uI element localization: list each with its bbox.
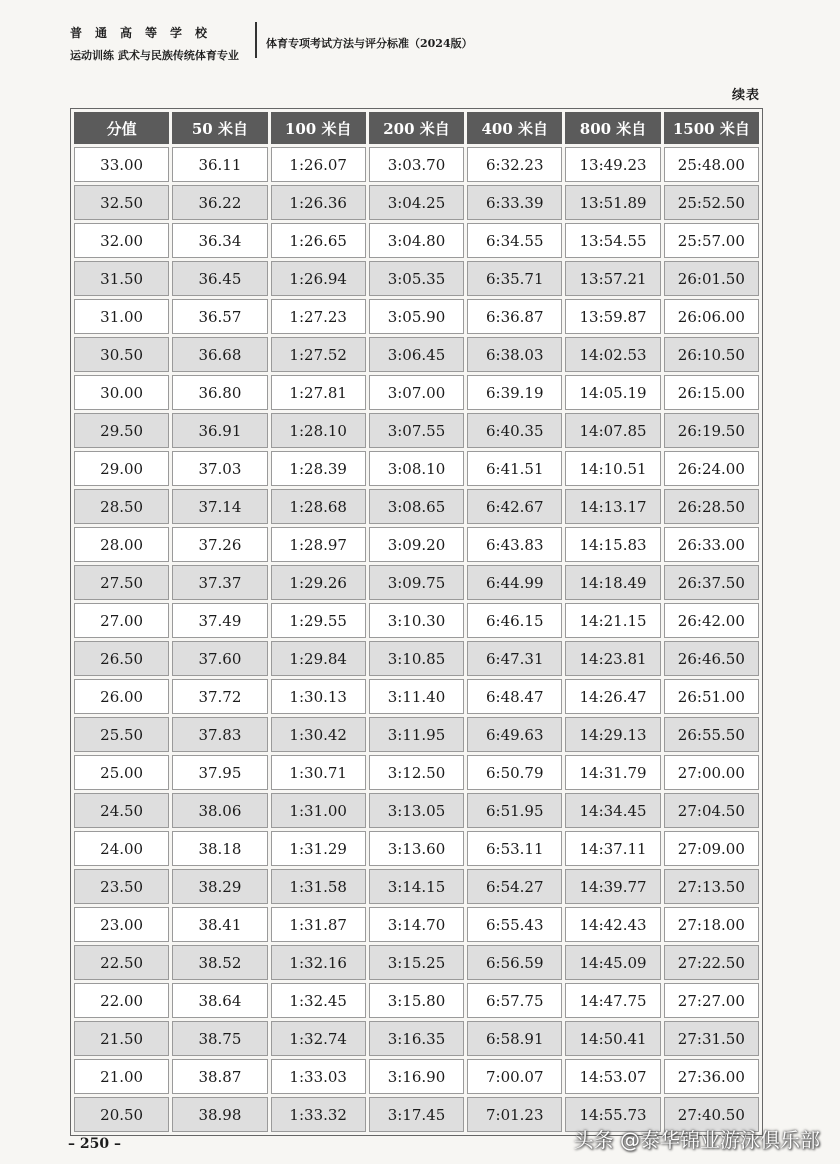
table-body — [74, 147, 759, 1132]
table-row — [74, 1021, 759, 1056]
time-cell: 26:46.50 — [664, 641, 759, 676]
time-cell: 1:33.32 — [271, 1097, 366, 1132]
table-row — [74, 261, 759, 296]
time-cell: 3:05.35 — [369, 261, 464, 296]
time-cell: 38.87 — [172, 1059, 267, 1094]
time-cell: 14:13.17 — [565, 489, 660, 524]
time-cell: 37.14 — [172, 489, 267, 524]
time-cell: 1:31.00 — [271, 793, 366, 828]
time-cell: 14:26.47 — [565, 679, 660, 714]
time-cell: 1:27.81 — [271, 375, 366, 410]
running-header-left — [70, 24, 250, 63]
time-cell: 25:52.50 — [664, 185, 759, 220]
time-cell: 26:37.50 — [664, 565, 759, 600]
time-cell: 13:57.21 — [565, 261, 660, 296]
table-header-row — [74, 112, 759, 144]
time-cell: 1:31.87 — [271, 907, 366, 942]
time-cell: 3:04.25 — [369, 185, 464, 220]
table-row — [74, 831, 759, 866]
time-cell: 26:33.00 — [664, 527, 759, 562]
time-cell: 3:17.45 — [369, 1097, 464, 1132]
header-school-title: 普通高等学校 — [70, 26, 221, 40]
time-cell: 27:13.50 — [664, 869, 759, 904]
time-cell: 1:27.23 — [271, 299, 366, 334]
time-cell: 6:36.87 — [467, 299, 562, 334]
time-cell: 1:32.16 — [271, 945, 366, 980]
score-cell: 30.50 — [74, 337, 169, 372]
score-cell: 20.50 — [74, 1097, 169, 1132]
time-cell: 27:27.00 — [664, 983, 759, 1018]
table-row — [74, 679, 759, 714]
time-cell: 38.18 — [172, 831, 267, 866]
table-row — [74, 717, 759, 752]
score-cell: 31.50 — [74, 261, 169, 296]
time-cell: 14:45.09 — [565, 945, 660, 980]
score-cell: 21.50 — [74, 1021, 169, 1056]
table-row — [74, 337, 759, 372]
table-row — [74, 489, 759, 524]
score-cell: 27.00 — [74, 603, 169, 638]
time-cell: 26:42.00 — [664, 603, 759, 638]
table-row — [74, 793, 759, 828]
score-cell: 32.50 — [74, 185, 169, 220]
time-cell: 6:57.75 — [467, 983, 562, 1018]
time-cell: 3:16.35 — [369, 1021, 464, 1056]
time-cell: 26:28.50 — [664, 489, 759, 524]
swimming-score-table — [70, 108, 763, 1136]
score-cell: 21.00 — [74, 1059, 169, 1094]
time-cell: 38.29 — [172, 869, 267, 904]
time-cell: 3:10.30 — [369, 603, 464, 638]
time-cell: 3:15.25 — [369, 945, 464, 980]
time-cell: 26:10.50 — [664, 337, 759, 372]
score-cell: 33.00 — [74, 147, 169, 182]
time-cell: 1:26.94 — [271, 261, 366, 296]
time-cell: 1:29.84 — [271, 641, 366, 676]
time-cell: 14:23.81 — [565, 641, 660, 676]
time-cell: 14:15.83 — [565, 527, 660, 562]
time-cell: 3:08.65 — [369, 489, 464, 524]
time-cell: 37.72 — [172, 679, 267, 714]
header-majors: 运动训练 武术与民族传统体育专业 — [70, 49, 239, 62]
time-cell: 3:08.10 — [369, 451, 464, 486]
score-cell: 32.00 — [74, 223, 169, 258]
time-cell: 1:32.45 — [271, 983, 366, 1018]
table-row — [74, 223, 759, 258]
time-cell: 6:33.39 — [467, 185, 562, 220]
time-cell: 14:34.45 — [565, 793, 660, 828]
time-cell: 26:19.50 — [664, 413, 759, 448]
score-cell: 24.00 — [74, 831, 169, 866]
time-cell: 36.57 — [172, 299, 267, 334]
time-cell: 7:01.23 — [467, 1097, 562, 1132]
time-cell: 14:42.43 — [565, 907, 660, 942]
time-cell: 14:39.77 — [565, 869, 660, 904]
time-cell: 27:18.00 — [664, 907, 759, 942]
score-cell: 23.00 — [74, 907, 169, 942]
time-cell: 6:39.19 — [467, 375, 562, 410]
time-cell: 3:16.90 — [369, 1059, 464, 1094]
time-cell: 6:38.03 — [467, 337, 562, 372]
time-cell: 27:22.50 — [664, 945, 759, 980]
time-cell: 1:26.07 — [271, 147, 366, 182]
time-cell: 1:28.68 — [271, 489, 366, 524]
time-cell: 1:31.58 — [271, 869, 366, 904]
time-cell: 37.60 — [172, 641, 267, 676]
time-cell: 3:06.45 — [369, 337, 464, 372]
score-cell: 27.50 — [74, 565, 169, 600]
column-header: 50 米自 — [172, 112, 267, 144]
time-cell: 3:13.05 — [369, 793, 464, 828]
time-cell: 3:11.40 — [369, 679, 464, 714]
time-cell: 1:28.97 — [271, 527, 366, 562]
time-cell: 14:37.11 — [565, 831, 660, 866]
time-cell: 3:14.15 — [369, 869, 464, 904]
time-cell: 14:02.53 — [565, 337, 660, 372]
time-cell: 1:28.10 — [271, 413, 366, 448]
time-cell: 27:31.50 — [664, 1021, 759, 1056]
time-cell: 6:41.51 — [467, 451, 562, 486]
time-cell: 6:54.27 — [467, 869, 562, 904]
time-cell: 37.49 — [172, 603, 267, 638]
time-cell: 38.41 — [172, 907, 267, 942]
table-row — [74, 907, 759, 942]
time-cell: 3:07.55 — [369, 413, 464, 448]
time-cell: 3:07.00 — [369, 375, 464, 410]
score-cell: 28.50 — [74, 489, 169, 524]
time-cell: 6:55.43 — [467, 907, 562, 942]
time-cell: 6:49.63 — [467, 717, 562, 752]
time-cell: 6:44.99 — [467, 565, 562, 600]
time-cell: 13:54.55 — [565, 223, 660, 258]
table-row — [74, 147, 759, 182]
time-cell: 3:14.70 — [369, 907, 464, 942]
continued-label: 续表 — [731, 88, 760, 103]
score-cell: 28.00 — [74, 527, 169, 562]
time-cell: 26:24.00 — [664, 451, 759, 486]
time-cell: 6:43.83 — [467, 527, 562, 562]
time-cell: 6:48.47 — [467, 679, 562, 714]
score-cell: 24.50 — [74, 793, 169, 828]
score-cell: 31.00 — [74, 299, 169, 334]
time-cell: 38.52 — [172, 945, 267, 980]
score-cell: 22.50 — [74, 945, 169, 980]
time-cell: 1:27.52 — [271, 337, 366, 372]
time-cell: 1:31.29 — [271, 831, 366, 866]
time-cell: 36.80 — [172, 375, 267, 410]
time-cell: 27:00.00 — [664, 755, 759, 790]
time-cell: 14:18.49 — [565, 565, 660, 600]
time-cell: 6:53.11 — [467, 831, 562, 866]
column-header: 1500 米自 — [664, 112, 759, 144]
score-cell: 25.50 — [74, 717, 169, 752]
time-cell: 37.83 — [172, 717, 267, 752]
time-cell: 14:31.79 — [565, 755, 660, 790]
time-cell: 36.11 — [172, 147, 267, 182]
time-cell: 38.98 — [172, 1097, 267, 1132]
time-cell: 36.34 — [172, 223, 267, 258]
time-cell: 36.45 — [172, 261, 267, 296]
time-cell: 14:55.73 — [565, 1097, 660, 1132]
time-cell: 3:03.70 — [369, 147, 464, 182]
time-cell: 14:10.51 — [565, 451, 660, 486]
time-cell: 6:46.15 — [467, 603, 562, 638]
page-number: – 250 – — [68, 1136, 121, 1152]
table-row — [74, 755, 759, 790]
time-cell: 26:51.00 — [664, 679, 759, 714]
time-cell: 37.37 — [172, 565, 267, 600]
score-cell: 30.00 — [74, 375, 169, 410]
time-cell: 3:05.90 — [369, 299, 464, 334]
time-cell: 6:51.95 — [467, 793, 562, 828]
table-row — [74, 299, 759, 334]
time-cell: 6:47.31 — [467, 641, 562, 676]
time-cell: 13:51.89 — [565, 185, 660, 220]
time-cell: 37.95 — [172, 755, 267, 790]
time-cell: 6:42.67 — [467, 489, 562, 524]
table-row — [74, 641, 759, 676]
time-cell: 13:59.87 — [565, 299, 660, 334]
table-row — [74, 527, 759, 562]
time-cell: 27:04.50 — [664, 793, 759, 828]
time-cell: 3:10.85 — [369, 641, 464, 676]
time-cell: 14:21.15 — [565, 603, 660, 638]
table-row — [74, 451, 759, 486]
column-header: 400 米自 — [467, 112, 562, 144]
time-cell: 6:56.59 — [467, 945, 562, 980]
time-cell: 6:50.79 — [467, 755, 562, 790]
time-cell: 14:07.85 — [565, 413, 660, 448]
time-cell: 1:29.26 — [271, 565, 366, 600]
time-cell: 3:09.20 — [369, 527, 464, 562]
time-cell: 27:40.50 — [664, 1097, 759, 1132]
time-cell: 1:28.39 — [271, 451, 366, 486]
time-cell: 1:29.55 — [271, 603, 366, 638]
score-cell: 29.50 — [74, 413, 169, 448]
time-cell: 1:30.13 — [271, 679, 366, 714]
time-cell: 1:30.42 — [271, 717, 366, 752]
time-cell: 38.06 — [172, 793, 267, 828]
time-cell: 25:48.00 — [664, 147, 759, 182]
time-cell: 14:05.19 — [565, 375, 660, 410]
column-header: 100 米自 — [271, 112, 366, 144]
time-cell: 1:26.36 — [271, 185, 366, 220]
table-row — [74, 603, 759, 638]
time-cell: 14:50.41 — [565, 1021, 660, 1056]
table-row — [74, 945, 759, 980]
time-cell: 26:15.00 — [664, 375, 759, 410]
header-book-title: 体育专项考试方法与评分标准（2024版） — [266, 37, 473, 50]
time-cell: 38.75 — [172, 1021, 267, 1056]
time-cell: 6:35.71 — [467, 261, 562, 296]
time-cell: 1:33.03 — [271, 1059, 366, 1094]
time-cell: 26:55.50 — [664, 717, 759, 752]
score-cell: 25.00 — [74, 755, 169, 790]
time-cell: 7:00.07 — [467, 1059, 562, 1094]
time-cell: 1:30.71 — [271, 755, 366, 790]
header-divider — [255, 22, 257, 58]
table-row — [74, 565, 759, 600]
time-cell: 26:06.00 — [664, 299, 759, 334]
time-cell: 26:01.50 — [664, 261, 759, 296]
time-cell: 36.22 — [172, 185, 267, 220]
time-cell: 37.26 — [172, 527, 267, 562]
time-cell: 6:32.23 — [467, 147, 562, 182]
watermark: 头条 @泰华锦业游泳俱乐部 — [573, 1128, 820, 1152]
time-cell: 1:32.74 — [271, 1021, 366, 1056]
time-cell: 3:13.60 — [369, 831, 464, 866]
time-cell: 13:49.23 — [565, 147, 660, 182]
time-cell: 25:57.00 — [664, 223, 759, 258]
table-row — [74, 983, 759, 1018]
column-header: 分值 — [74, 112, 169, 144]
time-cell: 3:12.50 — [369, 755, 464, 790]
score-cell: 22.00 — [74, 983, 169, 1018]
score-cell: 29.00 — [74, 451, 169, 486]
table-row — [74, 869, 759, 904]
table-row — [74, 185, 759, 220]
table-row — [74, 1059, 759, 1094]
score-cell: 26.00 — [74, 679, 169, 714]
time-cell: 36.91 — [172, 413, 267, 448]
time-cell: 3:15.80 — [369, 983, 464, 1018]
time-cell: 6:34.55 — [467, 223, 562, 258]
time-cell: 38.64 — [172, 983, 267, 1018]
column-header: 800 米自 — [565, 112, 660, 144]
time-cell: 3:09.75 — [369, 565, 464, 600]
time-cell: 27:09.00 — [664, 831, 759, 866]
score-cell: 26.50 — [74, 641, 169, 676]
time-cell: 3:11.95 — [369, 717, 464, 752]
time-cell: 37.03 — [172, 451, 267, 486]
score-cell: 23.50 — [74, 869, 169, 904]
time-cell: 27:36.00 — [664, 1059, 759, 1094]
time-cell: 14:29.13 — [565, 717, 660, 752]
time-cell: 3:04.80 — [369, 223, 464, 258]
column-header: 200 米自 — [369, 112, 464, 144]
time-cell: 1:26.65 — [271, 223, 366, 258]
time-cell: 6:58.91 — [467, 1021, 562, 1056]
table-row — [74, 375, 759, 410]
time-cell: 14:47.75 — [565, 983, 660, 1018]
time-cell: 6:40.35 — [467, 413, 562, 448]
table-row — [74, 413, 759, 448]
time-cell: 14:53.07 — [565, 1059, 660, 1094]
time-cell: 36.68 — [172, 337, 267, 372]
